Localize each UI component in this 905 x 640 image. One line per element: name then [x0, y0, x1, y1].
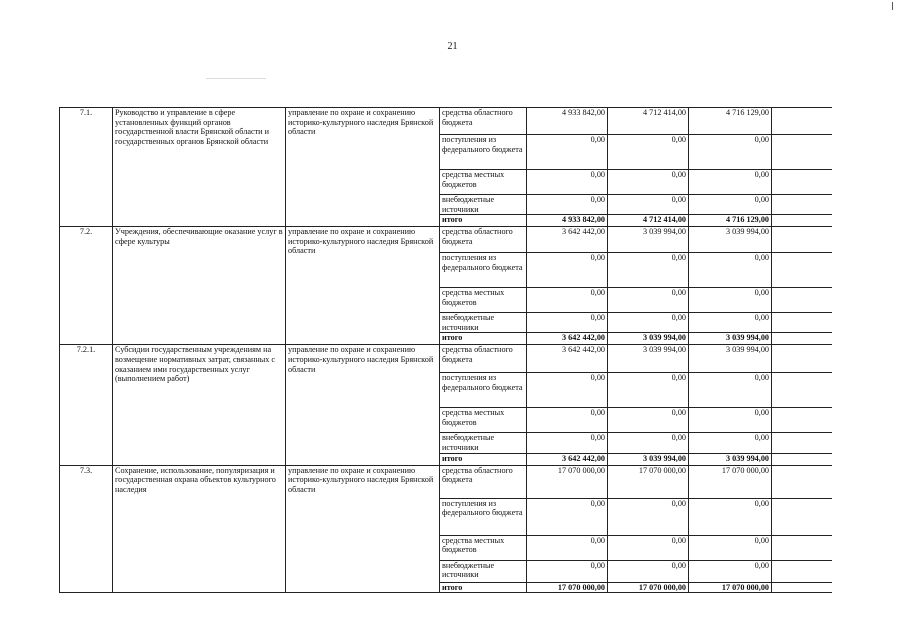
funding-source: поступления из федерального бюджета: [440, 373, 527, 408]
amount-year-2: 3 039 994,00: [608, 227, 689, 253]
empty-cell: [772, 433, 832, 453]
scan-edge-mark: [892, 2, 893, 10]
amount-year-1: 0,00: [527, 433, 608, 453]
scan-artifact-line: [206, 78, 266, 79]
amount-year-1: 0,00: [527, 535, 608, 560]
funding-source: средства местных бюджетов: [440, 170, 527, 195]
empty-cell: [772, 535, 832, 560]
amount-year-1: 3 642 442,00: [527, 333, 608, 345]
amount-year-2: 0,00: [608, 170, 689, 195]
amount-year-2: 0,00: [608, 135, 689, 170]
item-number: 7.3.: [60, 465, 113, 593]
empty-cell: [772, 253, 832, 288]
amount-year-2: 0,00: [608, 498, 689, 535]
empty-cell: [772, 408, 832, 433]
item-name: Учреждения, обеспечивающие оказание услуг в сфере культуры: [113, 227, 286, 345]
funding-source: средства областного бюджета: [440, 465, 527, 498]
item-number: 7.2.1.: [60, 345, 113, 465]
item-executor: управление по охране и сохранению историко-культурного наследия Брянской области: [286, 227, 440, 345]
amount-year-3: 17 070 000,00: [689, 465, 772, 498]
funding-source: внебюджетные источники: [440, 433, 527, 453]
amount-year-2: 3 039 994,00: [608, 453, 689, 465]
amount-year-1: 17 070 000,00: [527, 465, 608, 498]
amount-year-2: 0,00: [608, 433, 689, 453]
funding-source: поступления из федерального бюджета: [440, 253, 527, 288]
amount-year-2: 4 712 414,00: [608, 215, 689, 227]
empty-cell: [772, 453, 832, 465]
amount-year-2: 3 039 994,00: [608, 333, 689, 345]
table-row: [60, 465, 832, 498]
amount-year-3: 0,00: [689, 535, 772, 560]
amount-year-2: 0,00: [608, 535, 689, 560]
empty-cell: [772, 135, 832, 170]
amount-year-3: 4 716 129,00: [689, 108, 772, 135]
empty-cell: [772, 195, 832, 215]
amount-year-2: 0,00: [608, 408, 689, 433]
amount-year-1: 0,00: [527, 560, 608, 582]
funding-source: поступления из федерального бюджета: [440, 498, 527, 535]
amount-year-2: 17 070 000,00: [608, 582, 689, 593]
funding-source: средства местных бюджетов: [440, 408, 527, 433]
amount-year-1: 0,00: [527, 288, 608, 313]
amount-year-1: 3 642 442,00: [527, 345, 608, 373]
amount-year-3: 17 070 000,00: [689, 582, 772, 593]
item-executor: управление по охране и сохранению историко-культурного наследия Брянской области: [286, 345, 440, 465]
item-executor: управление по охране и сохранению историко-культурного наследия Брянской области: [286, 108, 440, 227]
funding-source: внебюджетные источники: [440, 313, 527, 333]
amount-year-2: 0,00: [608, 288, 689, 313]
funding-source: средства местных бюджетов: [440, 288, 527, 313]
amount-year-1: 3 642 442,00: [527, 453, 608, 465]
empty-cell: [772, 465, 832, 498]
amount-year-2: 0,00: [608, 253, 689, 288]
empty-cell: [772, 373, 832, 408]
funding-source: итого: [440, 215, 527, 227]
page-number: 21: [447, 41, 458, 52]
amount-year-2: 3 039 994,00: [608, 345, 689, 373]
amount-year-3: 0,00: [689, 560, 772, 582]
amount-year-1: 3 642 442,00: [527, 227, 608, 253]
funding-source: поступления из федерального бюджета: [440, 135, 527, 170]
amount-year-1: 0,00: [527, 373, 608, 408]
amount-year-3: 0,00: [689, 288, 772, 313]
table-row: [60, 345, 832, 373]
empty-cell: [772, 313, 832, 333]
empty-cell: [772, 227, 832, 253]
amount-year-1: 0,00: [527, 170, 608, 195]
amount-year-3: 0,00: [689, 253, 772, 288]
amount-year-3: 3 039 994,00: [689, 345, 772, 373]
funding-source: внебюджетные источники: [440, 195, 527, 215]
amount-year-3: 0,00: [689, 170, 772, 195]
amount-year-1: 0,00: [527, 408, 608, 433]
amount-year-1: 0,00: [527, 253, 608, 288]
amount-year-3: 3 039 994,00: [689, 227, 772, 253]
amount-year-1: 0,00: [527, 498, 608, 535]
amount-year-2: 0,00: [608, 373, 689, 408]
funding-source: средства областного бюджета: [440, 227, 527, 253]
amount-year-3: 0,00: [689, 313, 772, 333]
empty-cell: [772, 215, 832, 227]
empty-cell: [772, 108, 832, 135]
item-name: Сохранение, использование, популяризация и государственная охрана объектов культурного наследия: [113, 465, 286, 593]
amount-year-3: 0,00: [689, 135, 772, 170]
table-row: [60, 108, 832, 135]
amount-year-2: 0,00: [608, 560, 689, 582]
empty-cell: [772, 560, 832, 582]
amount-year-1: 0,00: [527, 135, 608, 170]
amount-year-1: 4 933 842,00: [527, 108, 608, 135]
item-name: Руководство и управление в сфере установленных функций органов государственной власти Брянской области и государственных органов Брянской области: [113, 108, 286, 227]
table-row: [60, 227, 832, 253]
funding-source: итого: [440, 333, 527, 345]
funding-source: внебюджетные источники: [440, 560, 527, 582]
amount-year-3: 0,00: [689, 195, 772, 215]
amount-year-3: 0,00: [689, 408, 772, 433]
amount-year-3: 0,00: [689, 373, 772, 408]
funding-source: средства местных бюджетов: [440, 535, 527, 560]
funding-source: итого: [440, 453, 527, 465]
amount-year-3: 0,00: [689, 433, 772, 453]
empty-cell: [772, 333, 832, 345]
amount-year-3: 4 716 129,00: [689, 215, 772, 227]
item-number: 7.1.: [60, 108, 113, 227]
amount-year-3: 3 039 994,00: [689, 453, 772, 465]
empty-cell: [772, 288, 832, 313]
amount-year-3: 3 039 994,00: [689, 333, 772, 345]
amount-year-1: 17 070 000,00: [527, 582, 608, 593]
empty-cell: [772, 582, 832, 593]
amount-year-2: 0,00: [608, 195, 689, 215]
funding-source: средства областного бюджета: [440, 345, 527, 373]
item-name: Субсидии государственным учреждениям на возмещение нормативных затрат, связанных с оказанием ими государственных услуг (выполнением работ): [113, 345, 286, 465]
funding-source: итого: [440, 582, 527, 593]
empty-cell: [772, 498, 832, 535]
funding-source: средства областного бюджета: [440, 108, 527, 135]
budget-table: [59, 107, 832, 593]
amount-year-2: 17 070 000,00: [608, 465, 689, 498]
amount-year-1: 0,00: [527, 195, 608, 215]
amount-year-1: 0,00: [527, 313, 608, 333]
item-executor: управление по охране и сохранению историко-культурного наследия Брянской области: [286, 465, 440, 593]
amount-year-2: 4 712 414,00: [608, 108, 689, 135]
amount-year-2: 0,00: [608, 313, 689, 333]
amount-year-3: 0,00: [689, 498, 772, 535]
empty-cell: [772, 170, 832, 195]
amount-year-1: 4 933 842,00: [527, 215, 608, 227]
empty-cell: [772, 345, 832, 373]
item-number: 7.2.: [60, 227, 113, 345]
